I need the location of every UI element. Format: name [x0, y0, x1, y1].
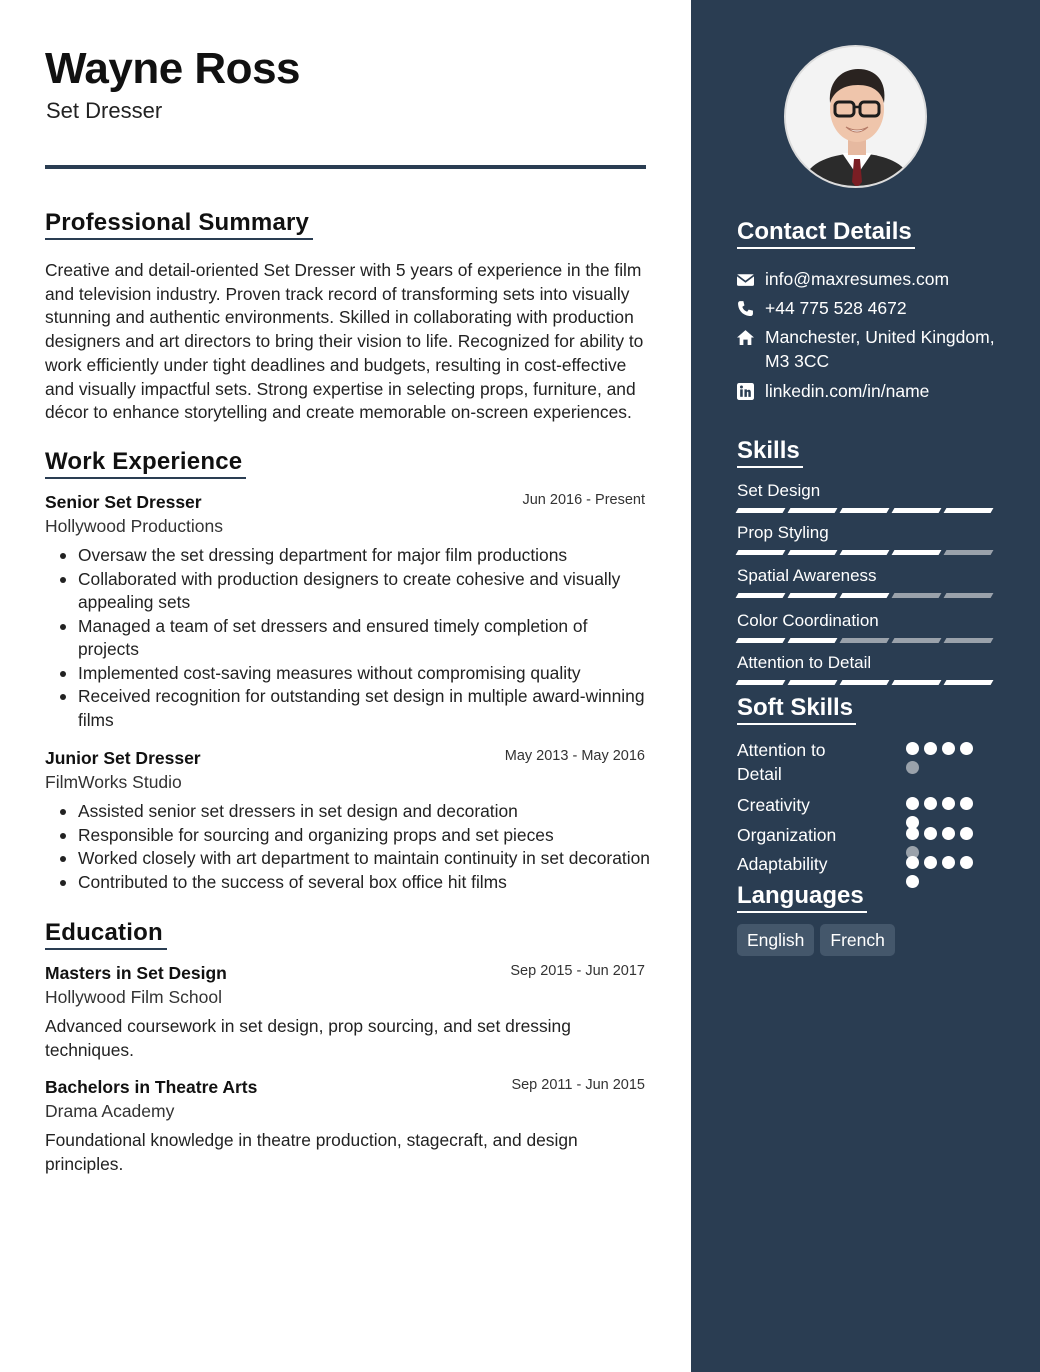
skill-name: Set Design	[737, 481, 821, 500]
languages-heading: Languages	[737, 881, 867, 913]
linkedin-text: linkedin.com/in/name	[765, 381, 930, 401]
skill-level-segment	[736, 638, 786, 643]
skill-level-segment	[788, 638, 838, 643]
skill-level-segment	[736, 550, 786, 555]
skill-level-segment	[788, 593, 838, 598]
education-heading: Education	[45, 918, 167, 950]
job-bullets	[45, 544, 645, 732]
skill-item	[737, 566, 993, 598]
education-entry	[45, 1077, 645, 1176]
skill-level-bar	[737, 680, 993, 685]
summary-heading: Professional Summary	[45, 208, 313, 240]
job-bullet: Implemented cost-saving measures without compromising quality	[45, 662, 650, 686]
languages-list	[737, 924, 895, 956]
soft-skill-rating	[906, 856, 986, 894]
job-bullets	[45, 800, 650, 894]
skill-level-segment	[788, 550, 838, 555]
soft-skill-name: Organization	[737, 825, 837, 845]
rating-dot	[960, 827, 973, 840]
skill-name: Color Coordination	[737, 611, 879, 630]
job-bullet: Received recognition for outstanding set design in multiple award-winning films	[45, 685, 650, 732]
skill-level-segment	[892, 508, 942, 513]
rating-dot	[942, 797, 955, 810]
skill-level-segment	[736, 508, 786, 513]
rating-dot	[942, 742, 955, 755]
skill-level-segment	[736, 593, 786, 598]
skill-level-segment	[788, 508, 838, 513]
job-bullet: Managed a team of set dressers and ensured timely completion of projects	[45, 615, 650, 662]
skill-level-segment	[892, 638, 942, 643]
candidate-title: Set Dresser	[46, 98, 163, 123]
skill-level-bar	[737, 593, 993, 598]
rating-dot	[942, 856, 955, 869]
school-name: Drama Academy	[45, 1101, 175, 1121]
job-title: Junior Set Dresser	[45, 748, 201, 768]
skill-level-segment	[788, 680, 838, 685]
education-entry	[45, 963, 645, 1062]
email-text: info@maxresumes.com	[765, 269, 950, 289]
skill-level-segment	[944, 550, 994, 555]
rating-dot	[906, 797, 919, 810]
home-icon	[737, 329, 754, 346]
job-bullet: Contributed to the success of several box office hit films	[45, 871, 650, 895]
skill-level-segment	[944, 638, 994, 643]
skill-level-bar	[737, 638, 993, 643]
soft-skill-item	[737, 738, 1017, 786]
contact-linkedin[interactable]	[737, 379, 1007, 403]
rating-dot	[906, 856, 919, 869]
education-date: Sep 2015 - Jun 2017	[510, 963, 645, 979]
education-date: Sep 2011 - Jun 2015	[511, 1077, 645, 1093]
skill-name: Prop Styling	[737, 523, 829, 542]
education-description: Foundational knowledge in theatre production, stagecraft, and design principles.	[45, 1130, 578, 1174]
envelope-icon	[737, 271, 754, 288]
soft-skills-heading: Soft Skills	[737, 693, 856, 725]
profile-photo	[784, 45, 927, 188]
skill-level-bar	[737, 508, 993, 513]
rating-dot	[906, 761, 919, 774]
skills-heading: Skills	[737, 436, 803, 468]
rating-dot	[960, 797, 973, 810]
phone-text: +44 775 528 4672	[765, 298, 907, 318]
rating-dot	[942, 827, 955, 840]
degree-title: Bachelors in Theatre Arts	[45, 1077, 258, 1097]
skill-level-segment	[840, 508, 890, 513]
skill-level-bar	[737, 550, 993, 555]
job-entry	[45, 748, 650, 894]
job-title: Senior Set Dresser	[45, 492, 202, 512]
rating-dot	[906, 827, 919, 840]
person-avatar-icon	[786, 47, 927, 188]
skill-level-segment	[840, 638, 890, 643]
skill-level-segment	[840, 593, 890, 598]
soft-skill-name: Adaptability	[737, 854, 828, 874]
skill-item	[737, 523, 993, 555]
skill-name: Spatial Awareness	[737, 566, 877, 585]
skill-level-segment	[892, 593, 942, 598]
soft-skill-name: Creativity	[737, 795, 810, 815]
soft-skill-name: Attention to Detail	[737, 740, 826, 784]
rating-dot	[960, 742, 973, 755]
job-date: Jun 2016 - Present	[522, 492, 645, 508]
degree-title: Masters in Set Design	[45, 963, 227, 983]
rating-dot	[924, 742, 937, 755]
job-bullet: Responsible for sourcing and organizing props and set pieces	[45, 824, 650, 848]
contact-address	[737, 325, 1007, 373]
sidebar	[691, 0, 1040, 1372]
skill-item	[737, 611, 993, 643]
skill-level-segment	[944, 680, 994, 685]
rating-dot	[906, 742, 919, 755]
skill-level-segment	[892, 680, 942, 685]
skill-level-segment	[944, 508, 994, 513]
phone-icon	[737, 300, 754, 317]
skill-level-segment	[840, 550, 890, 555]
rating-dot	[924, 797, 937, 810]
rating-dot	[960, 856, 973, 869]
job-company: Hollywood Productions	[45, 516, 224, 536]
skill-level-segment	[736, 680, 786, 685]
job-entry	[45, 492, 645, 732]
job-bullet: Worked closely with art department to maintain continuity in set decoration	[45, 847, 650, 871]
job-bullet: Collaborated with production designers to create cohesive and visually appealing sets	[45, 568, 650, 615]
skill-name: Attention to Detail	[737, 653, 872, 672]
job-bullet: Oversaw the set dressing department for major film productions	[45, 544, 650, 568]
skill-item	[737, 481, 993, 513]
contact-email[interactable]	[737, 267, 1007, 291]
skill-level-segment	[840, 680, 890, 685]
job-bullet: Assisted senior set dressers in set design and decoration	[45, 800, 650, 824]
skill-item	[737, 653, 993, 685]
summary-text: Creative and detail-oriented Set Dresser with 5 years of experience in the film and television industry. Proven track record of transforming sets into visually stunning and authentic environments. Skilled in collaborating with production designers and art directors to bring their vision to life. Recognized for ability to work efficiently under tight deadlines and budgets, resulting in cost-effective and visually impactful sets. Strong expertise in selecting props, furniture, and décor to enhance storytelling and create memorable on-screen experiences.	[45, 260, 644, 423]
skill-level-segment	[944, 593, 994, 598]
education-description: Advanced coursework in set design, prop sourcing, and set dressing techniques.	[45, 1016, 571, 1060]
school-name: Hollywood Film School	[45, 987, 223, 1007]
experience-heading: Work Experience	[45, 447, 246, 479]
header-divider	[45, 165, 646, 169]
rating-dot	[924, 856, 937, 869]
soft-skill-rating	[906, 742, 986, 780]
soft-skill-item	[737, 823, 1017, 847]
soft-skill-item	[737, 793, 1017, 817]
job-company: FilmWorks Studio	[45, 772, 182, 792]
soft-skill-item	[737, 852, 1017, 876]
linkedin-icon	[737, 383, 754, 400]
address-text: Manchester, United Kingdom, M3 3CC	[765, 327, 995, 371]
skill-level-segment	[892, 550, 942, 555]
rating-dot	[906, 875, 919, 888]
candidate-name: Wayne Ross	[45, 44, 301, 93]
language-tag: English	[737, 924, 814, 956]
contact-list	[737, 267, 1007, 403]
contact-heading: Contact Details	[737, 217, 915, 249]
job-date: May 2013 - May 2016	[504, 748, 645, 764]
rating-dot	[924, 827, 937, 840]
language-tag: French	[820, 924, 894, 956]
contact-phone[interactable]	[737, 296, 1007, 320]
